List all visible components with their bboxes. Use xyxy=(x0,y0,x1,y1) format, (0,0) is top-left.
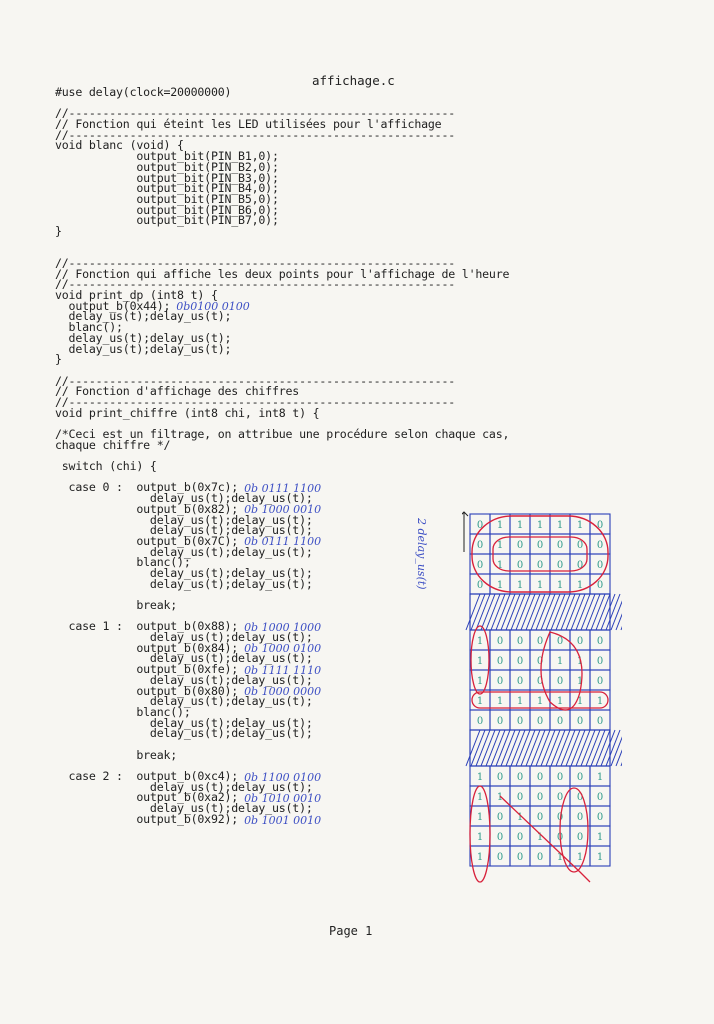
cell-value: 0 xyxy=(536,560,544,571)
code-line: output_bit(PIN_B3,0); xyxy=(55,170,279,185)
cell-value: 0 xyxy=(496,852,504,863)
cell-value: 0 xyxy=(496,716,504,727)
cell-value: 0 xyxy=(576,812,584,823)
cell-value: 0 xyxy=(496,636,504,647)
cell-value: 1 xyxy=(536,696,544,707)
cell-value: 1 xyxy=(476,852,484,863)
file-title: affichage.c xyxy=(312,73,395,88)
cell-value: 0 xyxy=(556,636,564,647)
binary-note: 0b 0111 1100 xyxy=(244,481,322,495)
cell-value: 0 xyxy=(576,540,584,551)
binary-note: 0b 1100 0100 xyxy=(244,770,322,784)
code-line: //--------------------------------------------------------- xyxy=(55,127,456,142)
code-line: output_b(0xfe); xyxy=(55,662,239,677)
cell-value: 0 xyxy=(476,540,484,551)
binary-note: 0b 0111 1100 xyxy=(244,535,322,549)
delay-bracket xyxy=(462,512,468,552)
cell-value: 0 xyxy=(476,716,484,727)
code-line: switch (chi) { xyxy=(55,459,157,474)
cell-value: 1 xyxy=(556,520,564,531)
hatch-band xyxy=(470,594,610,630)
code-line: //--------------------------------------------------------- xyxy=(55,394,456,409)
cell-value: 1 xyxy=(516,696,524,707)
cell-value: 0 xyxy=(556,716,564,727)
code-line: delay_us(t);delay_us(t); xyxy=(55,779,313,794)
code-line: delay_us(t);delay_us(t); xyxy=(55,565,313,580)
code-line: output_bit(PIN_B4,0); xyxy=(55,181,279,196)
cell-value: 1 xyxy=(516,580,524,591)
cell-value: 0 xyxy=(596,812,604,823)
binary-note: 0b 1000 1000 xyxy=(244,621,322,634)
page-number: Page 1 xyxy=(329,924,373,938)
cell-value: 0 xyxy=(556,792,564,803)
code-line: } xyxy=(55,223,62,238)
code-line: //--------------------------------------------------------- xyxy=(55,256,456,270)
cell-value: 0 xyxy=(596,792,604,803)
cell-value: 0 xyxy=(576,772,584,783)
cell-value: 1 xyxy=(476,696,484,707)
cell-value: 0 xyxy=(536,676,544,687)
cell-value: 0 xyxy=(596,560,604,571)
code-line: } xyxy=(55,352,62,367)
cell-value: 1 xyxy=(596,772,604,783)
cell-value: 0 xyxy=(516,832,524,843)
cell-value: 0 xyxy=(556,676,564,687)
code-line: delay_us(t);delay_us(t); xyxy=(55,576,313,591)
cell-value: 1 xyxy=(496,696,504,707)
cell-value: 0 xyxy=(576,832,584,843)
cell-value: 0 xyxy=(496,656,504,667)
code-line: blanc(); xyxy=(55,704,191,719)
cell-value: 0 xyxy=(496,812,504,823)
cell-value: 0 xyxy=(536,852,544,863)
cell-value: 1 xyxy=(516,812,524,823)
cell-value: 1 xyxy=(596,852,604,863)
cell-value: 1 xyxy=(556,580,564,591)
cell-value: 0 xyxy=(516,792,524,803)
code-line: break; xyxy=(55,747,178,762)
cell-value: 0 xyxy=(596,656,604,667)
cell-value: 0 xyxy=(556,540,564,551)
code-line: case 2 : output_b(0xc4); xyxy=(55,769,239,783)
code-line: output_b(0x92); xyxy=(55,811,239,826)
cell-value: 0 xyxy=(576,636,584,647)
code-line: delay_us(t);delay_us(t); xyxy=(55,801,313,816)
cell-value: 1 xyxy=(496,560,504,571)
cell-value: 0 xyxy=(596,716,604,727)
binary-note: 0b 1000 0000 xyxy=(244,685,322,699)
hatch-stroke xyxy=(616,730,622,766)
binary-note: 0b 1000 0100 xyxy=(244,642,322,656)
code-line: output_bit(PIN_B2,0); xyxy=(55,159,279,174)
code-line: blanc(); xyxy=(55,320,123,335)
cell-value: 0 xyxy=(516,716,524,727)
code-line: delay_us(t);delay_us(t); xyxy=(55,630,313,645)
cell-value: 1 xyxy=(476,792,484,803)
code-line: delay_us(t);delay_us(t); xyxy=(55,651,313,666)
cell-value: 1 xyxy=(476,676,484,687)
code-line: output_b(0x44); xyxy=(55,298,171,313)
code-line: //--------------------------------------------------------- xyxy=(55,277,456,292)
hatch-stroke xyxy=(621,594,622,630)
cell-value: 0 xyxy=(576,792,584,803)
hatch-band xyxy=(470,730,610,766)
cell-value: 0 xyxy=(596,520,604,531)
code-line: //--------------------------------------------------------- xyxy=(55,106,456,121)
code-line: delay_us(t);delay_us(t); xyxy=(55,523,313,538)
cell-value: 1 xyxy=(476,812,484,823)
cell-value: 0 xyxy=(536,772,544,783)
binary-note: 0b 1000 0010 xyxy=(244,503,322,517)
cell-value: 1 xyxy=(596,832,604,843)
code-line: delay_us(t);delay_us(t); xyxy=(55,694,313,709)
code-line: case 0 : output_b(0x7c); xyxy=(55,480,239,495)
cell-value: 1 xyxy=(576,696,584,707)
cell-value: 1 xyxy=(576,656,584,667)
code-line: delay_us(t);delay_us(t); xyxy=(55,726,313,741)
code-line: output_b(0xa2); xyxy=(55,790,239,805)
cell-value: 0 xyxy=(556,560,564,571)
led-grid-sketch xyxy=(462,510,622,1010)
cell-value: 1 xyxy=(576,520,584,531)
cell-value: 1 xyxy=(476,656,484,667)
code-line: delay_us(t);delay_us(t); xyxy=(55,512,313,527)
cell-value: 1 xyxy=(576,676,584,687)
cell-value: 0 xyxy=(476,580,484,591)
code-line xyxy=(55,237,509,248)
cell-value: 1 xyxy=(576,852,584,863)
cell-value: 1 xyxy=(476,832,484,843)
cell-value: 0 xyxy=(536,792,544,803)
cell-value: 0 xyxy=(516,852,524,863)
cell-value: 1 xyxy=(496,520,504,531)
cell-value: 1 xyxy=(476,772,484,783)
cell-value: 1 xyxy=(536,580,544,591)
code-line: // Fonction qui affiche les deux points pour l'affichage de l'heure xyxy=(55,266,510,281)
cell-value: 0 xyxy=(556,812,564,823)
code-line: output_b(0x82); xyxy=(55,501,239,516)
cell-value: 0 xyxy=(516,676,524,687)
binary-note: 0b0100 0100 xyxy=(176,300,250,313)
cell-value: 0 xyxy=(496,676,504,687)
cell-value: 0 xyxy=(596,540,604,551)
code-line: //--------------------------------------------------------- xyxy=(55,373,456,388)
code-listing xyxy=(55,87,509,824)
code-line: /*Ceci est un filtrage, on attribue une procédure selon chaque cas, xyxy=(55,427,510,441)
cell-value: 0 xyxy=(516,636,524,647)
cell-value: 1 xyxy=(596,696,604,707)
cell-value: 0 xyxy=(536,636,544,647)
code-line: output_bit(PIN_B6,0); xyxy=(55,202,279,217)
hatch-stroke xyxy=(621,730,622,766)
code-line: void print_chiffre (int8 chi, int8 t) { xyxy=(55,405,320,420)
cell-value: 0 xyxy=(596,580,604,591)
code-line: case 1 : output_b(0x88); xyxy=(55,619,239,634)
cell-value: 0 xyxy=(536,716,544,727)
code-line: output_bit(PIN_B5,0); xyxy=(55,191,279,206)
code-line: // Fonction d'affichage des chiffres xyxy=(55,384,300,399)
cell-value: 0 xyxy=(536,540,544,551)
code-line: delay_us(t);delay_us(t); xyxy=(55,309,232,324)
code-line: #use delay(clock=20000000) xyxy=(55,85,232,99)
code-line: delay_us(t);delay_us(t); xyxy=(55,672,313,687)
code-line: // Fonction qui éteint les LED utilisées pour l'affichage xyxy=(55,117,442,132)
cell-value: 1 xyxy=(496,580,504,591)
code-line: blanc(); xyxy=(55,555,191,570)
cell-value: 1 xyxy=(476,636,484,647)
cell-value: 0 xyxy=(596,676,604,687)
code-line: delay_us(t);delay_us(t); xyxy=(55,330,232,345)
cell-value: 0 xyxy=(516,560,524,571)
cell-value: 0 xyxy=(476,560,484,571)
code-line: delay_us(t);delay_us(t); xyxy=(55,341,232,356)
code-line: output_b(0x84); xyxy=(55,640,239,655)
cell-value: 1 xyxy=(496,792,504,803)
cell-value: 0 xyxy=(596,636,604,647)
cell-value: 1 xyxy=(536,520,544,531)
cell-value: 0 xyxy=(516,656,524,667)
cell-value: 0 xyxy=(556,772,564,783)
cell-value: 0 xyxy=(576,560,584,571)
cell-value: 0 xyxy=(516,540,524,551)
cell-value: 1 xyxy=(516,520,524,531)
cell-value: 0 xyxy=(556,832,564,843)
cell-value: 1 xyxy=(556,852,564,863)
code-line: output_b(0x7C); xyxy=(55,533,239,548)
cell-value: 0 xyxy=(496,772,504,783)
cell-value: 0 xyxy=(476,520,484,531)
code-line: output_b(0x80); xyxy=(55,683,239,698)
code-line: chaque chiffre */ xyxy=(55,437,171,452)
code-line: output_bit(PIN_B7,0); xyxy=(55,213,279,228)
binary-note: 0b 1111 1110 xyxy=(244,663,322,677)
code-line: void print_dp (int8 t) { xyxy=(55,288,218,303)
code-line: output_bit(PIN_B1,0); xyxy=(55,149,279,164)
code-line: void blanc (void) { xyxy=(55,138,184,153)
code-line: delay_us(t);delay_us(t); xyxy=(55,715,313,730)
code-line: delay_us(t);delay_us(t); xyxy=(55,544,313,559)
cell-value: 1 xyxy=(556,656,564,667)
cell-value: 0 xyxy=(496,832,504,843)
cell-value: 0 xyxy=(536,656,544,667)
code-line: break; xyxy=(55,598,178,612)
cell-value: 0 xyxy=(576,716,584,727)
code-line: delay_us(t);delay_us(t); xyxy=(55,491,313,506)
cell-value: 1 xyxy=(556,696,564,707)
digit-2-stroke xyxy=(560,788,588,872)
cell-value: 0 xyxy=(536,812,544,823)
cell-value: 1 xyxy=(576,580,584,591)
grid-annotation: 2 delay_us(t) xyxy=(415,518,428,590)
cell-value: 0 xyxy=(516,772,524,783)
hatch-stroke xyxy=(616,594,622,630)
cell-value: 1 xyxy=(496,540,504,551)
binary-note: 0b 1001 0010 xyxy=(244,813,322,827)
cell-value: 1 xyxy=(536,832,544,843)
binary-note: 0b 1010 0010 xyxy=(244,792,322,806)
